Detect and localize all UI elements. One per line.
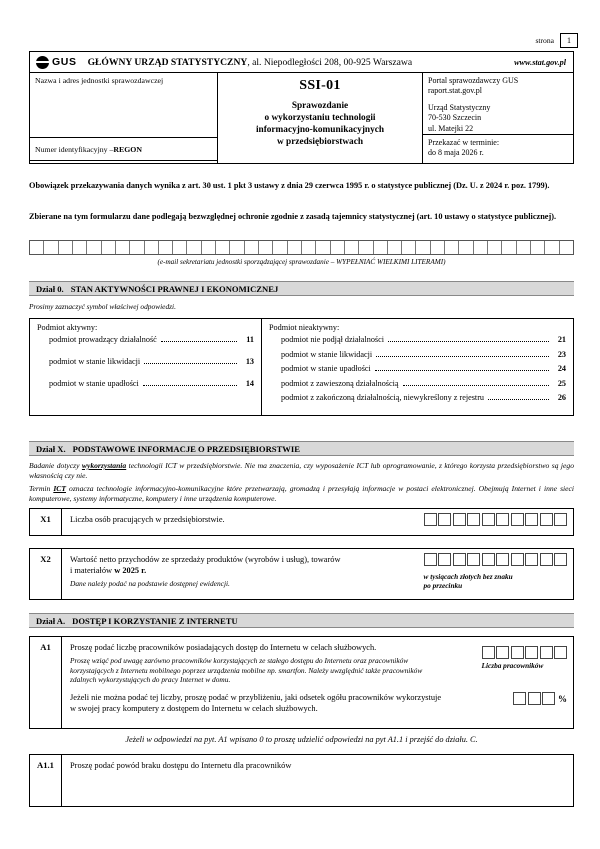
gus-acronym: GUS [52, 56, 77, 68]
section-0-title: STAN AKTYWNOŚCI PRAWNEJ I EKONOMICZNEJ [70, 283, 279, 294]
leader-dots [375, 370, 549, 371]
input-cell[interactable] [528, 692, 541, 705]
input-cell[interactable] [531, 241, 545, 254]
input-cell[interactable] [453, 513, 466, 526]
input-cell[interactable] [482, 646, 495, 659]
input-cell[interactable] [525, 513, 538, 526]
header-columns [30, 73, 573, 163]
input-cell[interactable] [545, 241, 559, 254]
input-cell[interactable] [273, 241, 287, 254]
option-inactive-24[interactable] [269, 364, 566, 373]
question-code-a1: A1 [30, 637, 62, 728]
input-cell[interactable] [302, 241, 316, 254]
section-x-note-2 [29, 484, 574, 504]
option-label: podmiot w stanie likwidacji [49, 357, 141, 366]
email-input[interactable] [29, 240, 574, 255]
input-cell[interactable] [145, 241, 159, 254]
percent-symbol: % [558, 693, 567, 704]
form-header-frame [29, 51, 574, 164]
note-1-emphasis: wykorzystania [81, 461, 127, 470]
input-cell[interactable] [316, 241, 330, 254]
input-cell[interactable] [159, 241, 173, 254]
section-banner-dzial-a [29, 613, 574, 628]
page-indicator-label: strona [535, 36, 554, 45]
activity-status-box [29, 318, 574, 416]
input-cell[interactable] [511, 646, 524, 659]
input-cell[interactable] [496, 513, 509, 526]
email-caption: (e-mail sekretariatu jednostki sporządzającej sprawozdanie – WYPEŁNIAĆ WIELKIMI LITERAMI) [157, 258, 446, 266]
section-x-number: Dział X. [36, 443, 66, 454]
leader-dots [376, 356, 549, 357]
inactive-subject-header: Podmiot nieaktywny: [269, 323, 340, 332]
office-name: GŁÓWNY URZĄD STATYSTYCZNY [87, 56, 248, 68]
leader-dots [161, 341, 237, 342]
section-a-number: Dział A. [36, 615, 66, 626]
option-inactive-26[interactable] [269, 393, 566, 402]
option-code: 24 [557, 364, 566, 373]
question-subtext-a1: Proszę wziąć pod uwagę zarówno pracowników korzystających ze stałego dostępu do Internetu oraz pracowników korzystających z Internetu mobilnego poprzez urządzenia mobilne np. smartfon. Należy uwzględnić także pracowników zdalnych wykorzystujących do pracy Internet w domu. [70, 656, 423, 685]
option-active-14[interactable] [37, 379, 254, 388]
legal-obligation-text: Obowiązek przekazywania danych wynika z art. 30 ust. 1 pkt 3 ustawy z dnia 29 czerwca 1995 r. o statystyce publicznej (Dz. U. z 2024 r. poz. 1799). [29, 181, 550, 190]
header-left-column [30, 73, 218, 163]
input-cell[interactable] [488, 241, 502, 254]
question-text-a1-alt: Jeżeli nie można podać tej liczby, proszę podać w przybliżeniu, jaki odsetek ogółu pracowników wykorzystuje w swojej pracy komputery z dostępem do Internetu w celach służbowych. [70, 692, 442, 714]
question-code-a1-1: A1.1 [30, 755, 62, 806]
input-cell[interactable] [374, 241, 388, 254]
deadline-label: Przekazać w terminie: [428, 137, 500, 147]
input-cell[interactable] [445, 241, 459, 254]
question-code-x2: X2 [30, 549, 62, 599]
option-label: podmiot prowadzący działalność [49, 335, 157, 344]
input-cell[interactable] [502, 241, 516, 254]
portal-name: Portal sprawozdawczy GUS [428, 76, 519, 85]
option-active-11[interactable] [37, 335, 254, 344]
question-text-x1: Liczba osób pracujących w przedsiębiorstwie. [70, 515, 225, 524]
input-cell[interactable] [496, 646, 509, 659]
leader-dots [388, 341, 549, 342]
section-0-number: Dział 0. [36, 283, 64, 294]
input-cell[interactable] [431, 241, 445, 254]
question-code-x1: X1 [30, 509, 62, 535]
section-banner-dzial-0 [29, 281, 574, 296]
note-2-emphasis: ICT [53, 484, 66, 493]
answer-cells-a1[interactable] [482, 646, 568, 659]
answer-cells-x1[interactable] [424, 513, 568, 526]
leader-dots [488, 399, 549, 400]
option-code: 21 [557, 335, 566, 344]
question-body-a1 [62, 637, 573, 728]
note-2-post: oznacza technologie informacyjno-komunikacyjne które przetwarzają, gromadzą i przesyłają informacje w postaci elektronicznej. Obejmują Internet i inne sieci komputerowe, systemy informatyczne, komputery i inne urządzenia komputerowe. [29, 484, 575, 503]
option-active-13[interactable] [37, 357, 254, 366]
option-label: podmiot w stanie likwidacji [281, 349, 373, 359]
unit-label-line-1: w tysiącach złotych bez znaku [423, 572, 513, 581]
question-body-x1 [62, 509, 573, 535]
section-0-hint: Prosimy zaznaczyć symbol właściwej odpowiedzi. [29, 302, 176, 311]
question-row-x1 [29, 508, 574, 536]
input-cell[interactable] [116, 241, 130, 254]
question-text-x2-line-1: Wartość netto przychodów ze sprzedaży produktów (wyrobów i usług), towarów [70, 555, 341, 564]
option-inactive-23[interactable] [269, 350, 566, 359]
statistical-office-city: 70-530 Szczecin [428, 113, 482, 123]
input-cell[interactable] [30, 241, 44, 254]
answer-area-x2 [424, 553, 568, 590]
header-right-column [423, 73, 573, 163]
input-cell[interactable] [259, 241, 273, 254]
leader-dots [143, 385, 237, 386]
form-title [222, 101, 418, 149]
question-row-a1 [29, 636, 574, 729]
input-cell[interactable] [245, 241, 259, 254]
form-code: SSI-01 [299, 78, 341, 93]
question-subtext-x2: Dane należy podać na podstawie dostępnej ewidencji. [70, 579, 230, 589]
input-cell[interactable] [459, 241, 473, 254]
input-cell[interactable] [554, 513, 567, 526]
page-number-box: 1 [560, 33, 578, 48]
option-code: 25 [557, 378, 566, 388]
statistical-office-street: ul. Matejki 22 [428, 123, 474, 133]
option-label: podmiot w stanie upadłości [281, 364, 371, 373]
answer-area-a1-count [482, 646, 568, 670]
question-row-a1-1 [29, 754, 574, 807]
option-inactive-25[interactable] [269, 379, 566, 388]
input-cell[interactable] [187, 241, 201, 254]
active-subject-header: Podmiot aktywny: [37, 323, 98, 332]
input-cell[interactable] [467, 553, 480, 566]
section-x-title: PODSTAWOWE INFORMACJE O PRZEDSIĘBIORSTWIE [72, 443, 300, 454]
regon-bold-label: REGON [113, 144, 142, 154]
answer-label-a1: Liczba pracowników [481, 661, 544, 670]
input-cell[interactable] [482, 553, 495, 566]
option-code: 11 [246, 335, 254, 344]
input-cell[interactable] [474, 241, 488, 254]
input-cell[interactable] [230, 241, 244, 254]
input-cell[interactable] [542, 692, 555, 705]
input-cell[interactable] [438, 513, 451, 526]
answer-unit-label-x2 [424, 572, 568, 590]
form-title-line-2: o wykorzystaniu technologii [264, 112, 376, 123]
active-subject-column [30, 319, 262, 415]
email-field-group [29, 240, 574, 266]
input-cell[interactable] [517, 241, 531, 254]
question-body-x2 [62, 549, 573, 599]
option-label: podmiot w stanie upadłości [49, 379, 139, 388]
input-cell[interactable] [525, 646, 538, 659]
option-inactive-21[interactable] [269, 335, 566, 344]
option-label: podmiot z zawieszoną działalnością [281, 378, 399, 388]
note-2-pre: Termin [29, 484, 54, 493]
question-text-a1-1: Proszę podać powód braku dostępu do Internetu dla pracowników [70, 761, 292, 770]
answer-cells-a1-percent[interactable] [513, 692, 555, 705]
input-cell[interactable] [511, 513, 524, 526]
form-title-line-1: Sprawozdanie [291, 101, 349, 111]
legal-confidentiality-text: Zbierane na tym formularzu dane podlegają bezwzględnej ochronie zgodnie z zasadą tajemnicy statystycznej (art. 10 ustawy o statystyce publicznej). [29, 212, 557, 221]
input-cell[interactable] [540, 513, 553, 526]
note-1-pre: Badanie dotyczy [29, 461, 82, 470]
input-cell[interactable] [44, 241, 58, 254]
unit-label-line-2: po przecinku [423, 581, 463, 591]
office-address: , al. Niepodległości 208, 00-925 Warszawa [247, 56, 413, 68]
skip-instruction-note: Jeżeli w odpowiedzi na pyt. A1 wpisano 0 to proszę udzielić odpowiedzi na pyt A1.1 i przejść do działu. C. [125, 735, 478, 744]
input-cell[interactable] [359, 241, 373, 254]
input-cell[interactable] [402, 241, 416, 254]
question-text-x2 [70, 554, 445, 576]
form-title-line-3: informacyjno-komunikacyjnych [255, 124, 385, 135]
option-code: 23 [557, 349, 566, 359]
option-code: 13 [245, 357, 254, 366]
x2-year: w 2025 r. [114, 566, 147, 576]
section-x-note-1 [29, 461, 574, 481]
input-cell[interactable] [424, 513, 437, 526]
question-body-a1-1[interactable] [62, 755, 573, 806]
input-cell[interactable] [560, 241, 573, 254]
input-cell[interactable] [388, 241, 402, 254]
deadline-info [423, 134, 573, 163]
input-cell[interactable] [482, 513, 495, 526]
answer-area-a1-percent [513, 692, 567, 705]
question-text-x2-line-2 [70, 565, 445, 576]
input-cell[interactable] [87, 241, 101, 254]
gus-website-link[interactable]: www.stat.gov.pl [514, 57, 566, 67]
input-cell[interactable] [416, 241, 430, 254]
answer-area-x1 [424, 513, 568, 526]
input-cell[interactable] [331, 241, 345, 254]
unit-name-field[interactable] [30, 73, 217, 137]
input-cell[interactable] [288, 241, 302, 254]
input-cell[interactable] [540, 553, 553, 566]
office-title [88, 57, 413, 68]
section-a-title: DOSTĘP I KORZYSTANIE Z INTERNETU [72, 615, 238, 626]
input-cell[interactable] [540, 646, 553, 659]
input-cell[interactable] [102, 241, 116, 254]
question-row-x2 [29, 548, 574, 600]
input-cell[interactable] [345, 241, 359, 254]
portal-url[interactable]: raport.stat.gov.pl [428, 86, 482, 96]
input-cell[interactable] [554, 553, 567, 566]
option-code: 14 [245, 379, 254, 388]
form-title-line-4: w przedsiębiorstwach [277, 136, 363, 147]
input-cell[interactable] [438, 553, 451, 566]
gus-banner [30, 52, 573, 73]
gus-logo-icon [36, 56, 49, 69]
deadline-date: do 8 maja 2026 r. [428, 148, 484, 158]
question-text-a1: Proszę podać liczbę pracowników posiadających dostęp do Internetu w celach służbowych. [70, 643, 377, 652]
input-cell[interactable] [59, 241, 73, 254]
portal-info [423, 73, 573, 134]
page-indicator [535, 33, 578, 48]
header-middle-column [218, 73, 423, 163]
x2-line2-pre: i materiałów [70, 566, 115, 576]
option-code: 26 [557, 393, 566, 402]
input-cell[interactable] [467, 513, 480, 526]
regon-label: Numer identyfikacyjny – [35, 144, 114, 154]
inactive-subject-column [262, 319, 573, 415]
input-cell[interactable] [525, 553, 538, 566]
input-cell[interactable] [173, 241, 187, 254]
input-cell[interactable] [453, 553, 466, 566]
statistical-office-name: Urząd Statystyczny [428, 102, 491, 112]
input-cell[interactable] [130, 241, 144, 254]
input-cell[interactable] [202, 241, 216, 254]
input-cell[interactable] [496, 553, 509, 566]
input-cell[interactable] [216, 241, 230, 254]
leader-dots [403, 385, 549, 386]
input-cell[interactable] [73, 241, 87, 254]
input-cell[interactable] [511, 553, 524, 566]
leader-dots [144, 363, 237, 364]
answer-cells-x2[interactable] [424, 553, 568, 566]
note-1-post: technologii ICT w przedsiębiorstwie. Nie ma znaczenia, czy wyposażenie ICT lub oprogramowanie, z którego korzysta przedsiębiorstwo są jego własnością czy nie. [29, 461, 574, 480]
section-banner-dzial-x [29, 441, 574, 456]
option-label: podmiot nie podjął działalności [281, 335, 385, 344]
regon-field[interactable] [29, 137, 218, 161]
input-cell[interactable] [554, 646, 567, 659]
input-cell[interactable] [513, 692, 526, 705]
option-label: podmiot z zakończoną działalnością, niewykreślony z rejestru [281, 393, 485, 402]
unit-name-label: Nazwa i adres jednostki sprawozdawczej [35, 76, 164, 85]
input-cell[interactable] [424, 553, 437, 566]
